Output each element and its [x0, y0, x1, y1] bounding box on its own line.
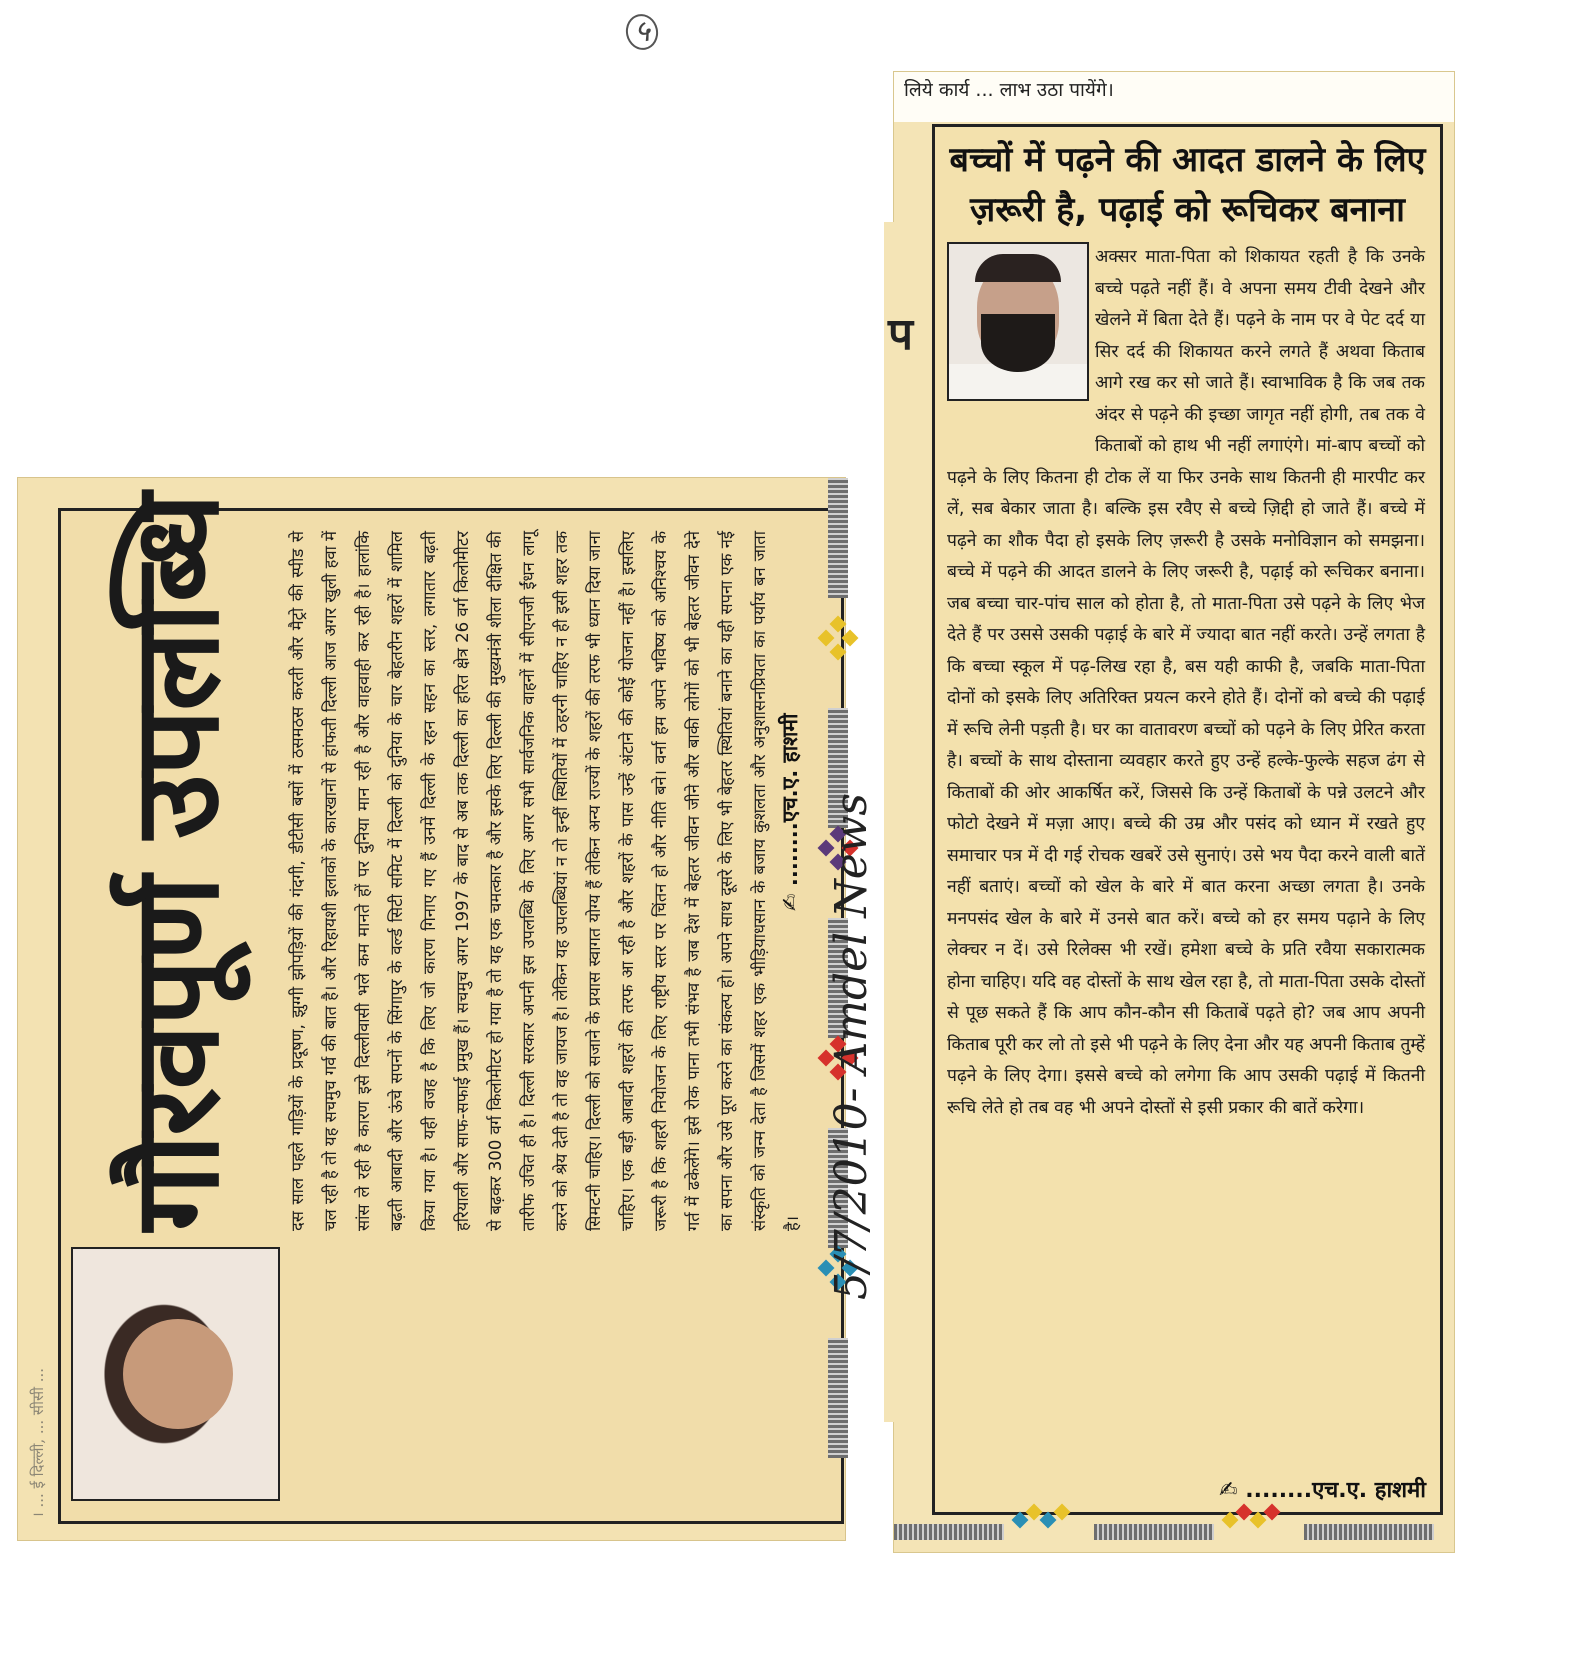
left-edge-fragment: । ... ई दिल्ली, ... सीसी ...: [29, 1367, 47, 1518]
left-article-clipping: [18, 478, 845, 1540]
separator-bar: [828, 1338, 848, 1458]
left-article-author: ✍ ........एच.ए. हाशमी: [778, 713, 802, 911]
headline-line-1: बच्चों में पढ़ने की आदत डालने के लिए: [949, 140, 1426, 180]
left-article-title: गौरवपूर्ण उपलब्धि: [107, 494, 245, 1231]
right-article-headline: [935, 127, 1440, 235]
diamond-ornament: [816, 618, 860, 678]
author-photo: [947, 242, 1089, 401]
footer-ornament: [894, 1512, 1454, 1552]
separator-bar: [1094, 1524, 1214, 1540]
separator-bar: [894, 1524, 1004, 1540]
right-article-body: अक्सर माता-पिता को शिकायत रहती है कि उनके बच्चे पढ़ते नहीं हैं। वे अपना समय टीवी देखने और खेलने में बिता देते हैं। पढ़ने के नाम पर वे पेट दर्द या सिर दर्द की शिकायत करने लगते हैं अथवा किताब आगे रख कर सो जाते हैं। स्वाभाविक है कि जब तक अंदर से पढ़ने की इच्छा जागृत नहीं होगी, तब तक वे किताबों को हाथ भी नहीं लगाएंगे। मां-बाप बच्चों को पढ़ने के लिए कितना ही टोक लें या फिर उनके साथ कितनी ही मारपीट कर लें, सब बेकार जाता है। बल्कि इस रवैए से बच्चे ज़िद्दी हो जाते हैं। बच्चे में पढ़ने का शौक पैदा हो इसके लिए ज़रूरी है उसके मनोविज्ञान को समझना। बच्चे में पढ़ने की आदत डालने के लिए जरूरी है, पढ़ाई को रूचिकर बनाना। जब बच्चा चार-पांच साल को होता है, तो माता-पिता उसे पढ़ने के लिए भेज देते हैं पर उससे उसकी पढ़ाई के बारे में ज्यादा बात नहीं करते। उन्हें लगता है कि बच्चा स्कूल में पढ़-लिख रहा है, बस यही काफी है, जबकि माता-पिता दोनों को इसके लिए अतिरिक्त प्रयत्न करने होते हैं। दोनों को बच्चे की पढ़ाई में रूचि लेनी पड़ती है। घर का वातावरण बच्चों को पढ़ने के लिए प्रेरित करता है। बच्चों के साथ दोस्ताना व्यवहार करते हुए उन्हें हल्के-फुल्के सहज ढंग से किताबों की ओर आकर्षित करें, जिससे कि उन्हें किताबों के पन्ने उलटने और फोटो देखने में मज़ा आए। बच्चे की उम्र और पसंद को ध्यान में रखते हुए समाचार पत्र में दी गई रोचक खबरें उसे सुनाएं। उसे भय पैदा करने वाली बातें नहीं बताएं। बच्चों को खेल के बारे में बात करना अच्छा लगता है। उनके मनपसंद खेल के बारे में उनसे बात करें। बच्चे को हर समय पढ़ाने के लिए लेक्चर न दें। उसे रिलेक्स भी रखें। हमेशा बच्चे के प्रति रवैया सकारात्मक होना चाहिए। यदि वह दोस्तों के साथ खेल रहा है, तो माता-पिता उसके दोस्तों से पूछ सकते हैं कि आप कौन-कौन सी किताबें पढ़ते हो? जब आप अपनी किताब पूरी कर लो तो इसे भी पढ़ने के लिए देना और यह अपनी किताब तुम्हें पढ़ने के लिए देगा। इससे बच्चे को लगेगा कि आप उसकी पढ़ाई में कितनी रूचि लेते हो तब वह भी अपने दोस्तों से इसी प्रकार की बातें करेगा।: [947, 247, 1425, 1118]
separator-bar: [1304, 1524, 1434, 1540]
side-fragment: प: [884, 222, 928, 1422]
left-article-body: दस साल पहले गाड़ियों के प्रदूषण, झुग्गी झोपड़ियों की गंदगी, डीटीसी बसों में ठसमठस करती और मैट्रो की स्पीड से चल रही है तो यह सचमुच गर्व की बात है। और रिहायशी इलाकों के कारखानों से हांफती दिल्ली आज अगर खुली हवा में सांस ले रही है कारण इसे दिल्लीवासी भले कम मानते हों पर दुनिया मान रही है और वाहवाही कर रही है। हालांकि बढ़ती आबादी और ऊंचे सपनों के सिंगापुर के वर्ल्ड सिटी समिट में दिल्ली को दुनिया के चार बेहतरीन शहरों में शामिल किया गया है। यही वजह है कि लिए जो कारण गिनाए गए हैं उनमें दिल्ली के रहन सहन का स्तर, लगातार बढ़ती हरियाली और साफ-सफाई प्रमुख हैं। सचमुच अगर 1997 के बाद से अब तक दिल्ली का हरित क्षेत्र 26 वर्ग किलोमीटर से बढ़कर 300 वर्ग किलोमीटर हो गया है तो यह एक चमत्कार है और इसके लिए दिल्ली की मुख्यमंत्री शीला दीक्षित की तारीफ उचित ही है। दिल्ली सरकार अपनी इस उपलब्धि के लिए अगर सभी सार्वजनिक वाहनों में सीएनजी ईंधन लागू करने को श्रेय देती है तो वह जायज है। लेकिन यह उपलब्धियां न तो इन्हीं स्थितियों में ठहरनी चाहिए न ही इसी शहर तक सिमटनी चाहिए। दिल्ली को सजाने के प्रयास स्वागत योग्य हैं लेकिन अन्य राज्यों के शहरों की तरफ भी ध्यान दिया जाना चाहिए। एक बड़ी आबादी शहरों की तरफ आ रही है और शहरों के पास उन्हें अंटाने की कोई योजना नहीं है। इसलिए जरूरी है कि शहरी नियोजन के लिए राष्ट्रीय स्तर पर चिंतन हो और नीति बने। वर्ना हम अपने भविष्य को अनिश्चय के गर्त में ढकेलेंगे। इसे रोक पाना तभी संभव है जब देश में बेहतर जीवन जीने और बाकी लोगों को भी बेहतर जीवन देने का सपना और उसे पूरा करने का संकल्प हो। अपने साथ दूसरे के लिए भी बेहतर स्थितियां बनाने का यही सपना एक नई संस्कृति को जन्म देता है जिसमें शहर एक भीड़ियाधसान के बजाय कुशलता और अनुशासनप्रियता का पर्याय बन जाता है।: [288, 531, 802, 1231]
headline-line-2: ज़रूरी है, पढ़ाई को रूचिकर बनाना: [970, 190, 1405, 230]
right-article-frame: [932, 124, 1443, 1515]
top-fragment-text: लिये कार्य ... लाभ उठा पायेंगे।: [894, 72, 1454, 122]
diamond-ornament: [1224, 1506, 1284, 1566]
page-number: ५: [622, 12, 662, 52]
left-article-rotated: [61, 494, 841, 1521]
right-article-author: ✍ ........एच.ए. हाशमी: [1219, 1478, 1426, 1503]
left-article-frame: [58, 494, 844, 1524]
handwritten-date-note: 5/7/2010- Amdel News: [826, 792, 877, 1300]
diamond-ornament: [1014, 1506, 1074, 1566]
separator-bar: [828, 478, 848, 598]
right-article-clipping: [888, 72, 1454, 1552]
author-photo: [71, 1247, 280, 1501]
